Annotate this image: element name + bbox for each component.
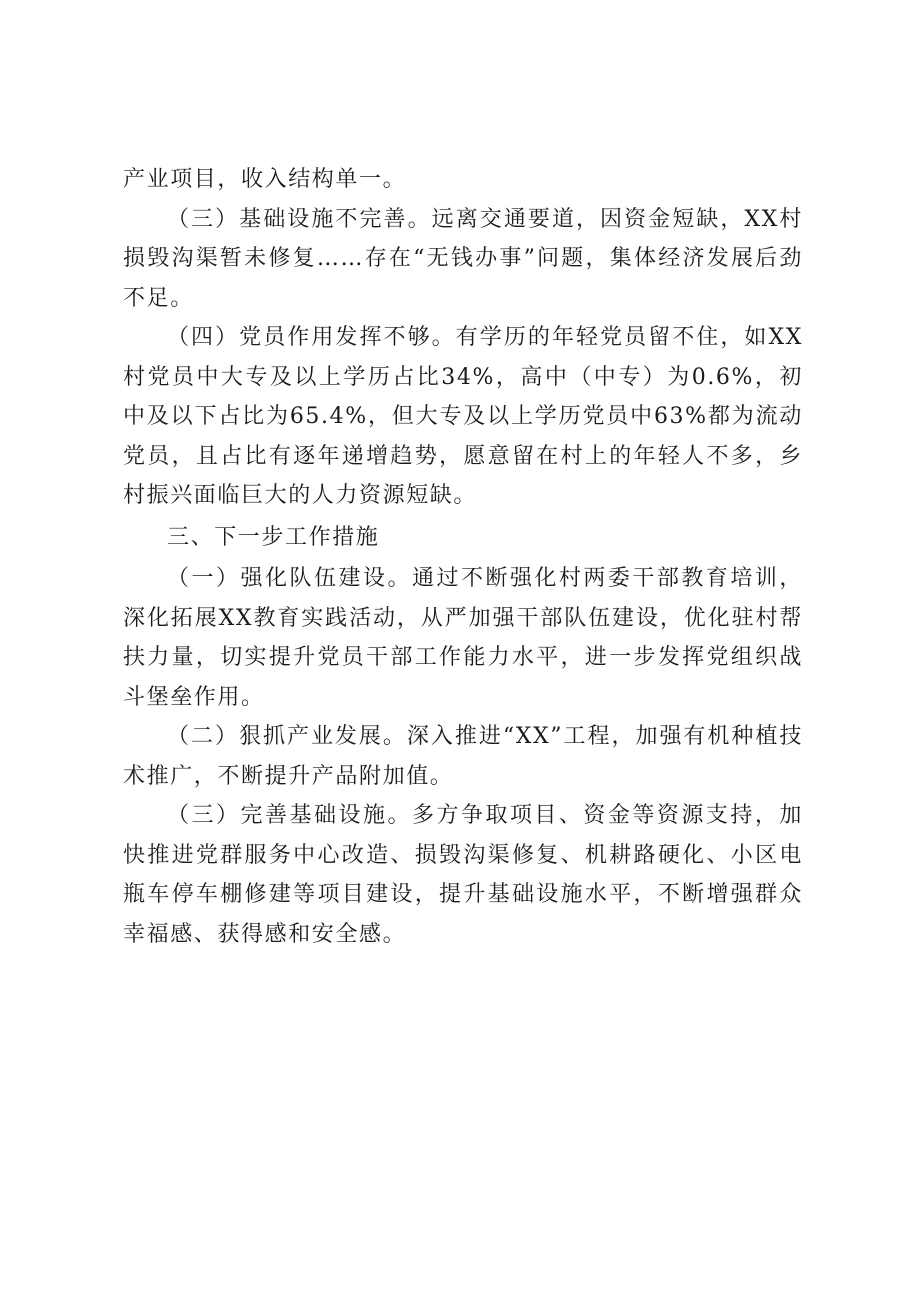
paragraph-infrastructure-improvement: （三）完善基础设施。多方争取项目、资金等资源支持，加快推进党群服务中心改造、损毁沟渠修复、机耕路硬化、小区电瓶车停车棚修建等项目建设，提升基础设施水平，不断增强群众幸福感、获得感和安全感。 <box>123 803 803 947</box>
paragraph-infrastructure-problem: （三）基础设施不完善。远离交通要道，因资金短缺，XX村损毁沟渠暂未修复……存在“无钱办事”问题，集体经济发展后劲不足。 <box>123 206 803 311</box>
section-heading-next-steps: 三、下一步工作措施 <box>167 524 380 550</box>
paragraph-continuation: 产业项目，收入结构单一。 <box>123 167 407 192</box>
paragraph-team-building: （一）强化队伍建设。通过不断强化村两委干部教育培训，深化拓展XX教育实践活动，从严加强干部队伍建设，优化驻村帮扶力量，切实提升党员干部工作能力水平，进一步发挥党组织战斗堡垒作用。 <box>123 566 803 710</box>
document-body <box>123 160 803 954</box>
paragraph-industry-development: （二）狠抓产业发展。深入推进“XX”工程，加强有机种植技术推广，不断提升产品附加值。 <box>123 724 803 789</box>
paragraph-party-member-problem: （四）党员作用发挥不够。有学历的年轻党员留不住，如XX村党员中大专及以上学历占比34%，高中（中专）为0.6%，初中及以下占比为65.4%，但大专及以上学历党员中63%都为流动党员，且占比有逐年递增趋势，愿意留在村上的年轻人不多，乡村振兴面临巨大的人力资源短缺。 <box>123 325 803 508</box>
